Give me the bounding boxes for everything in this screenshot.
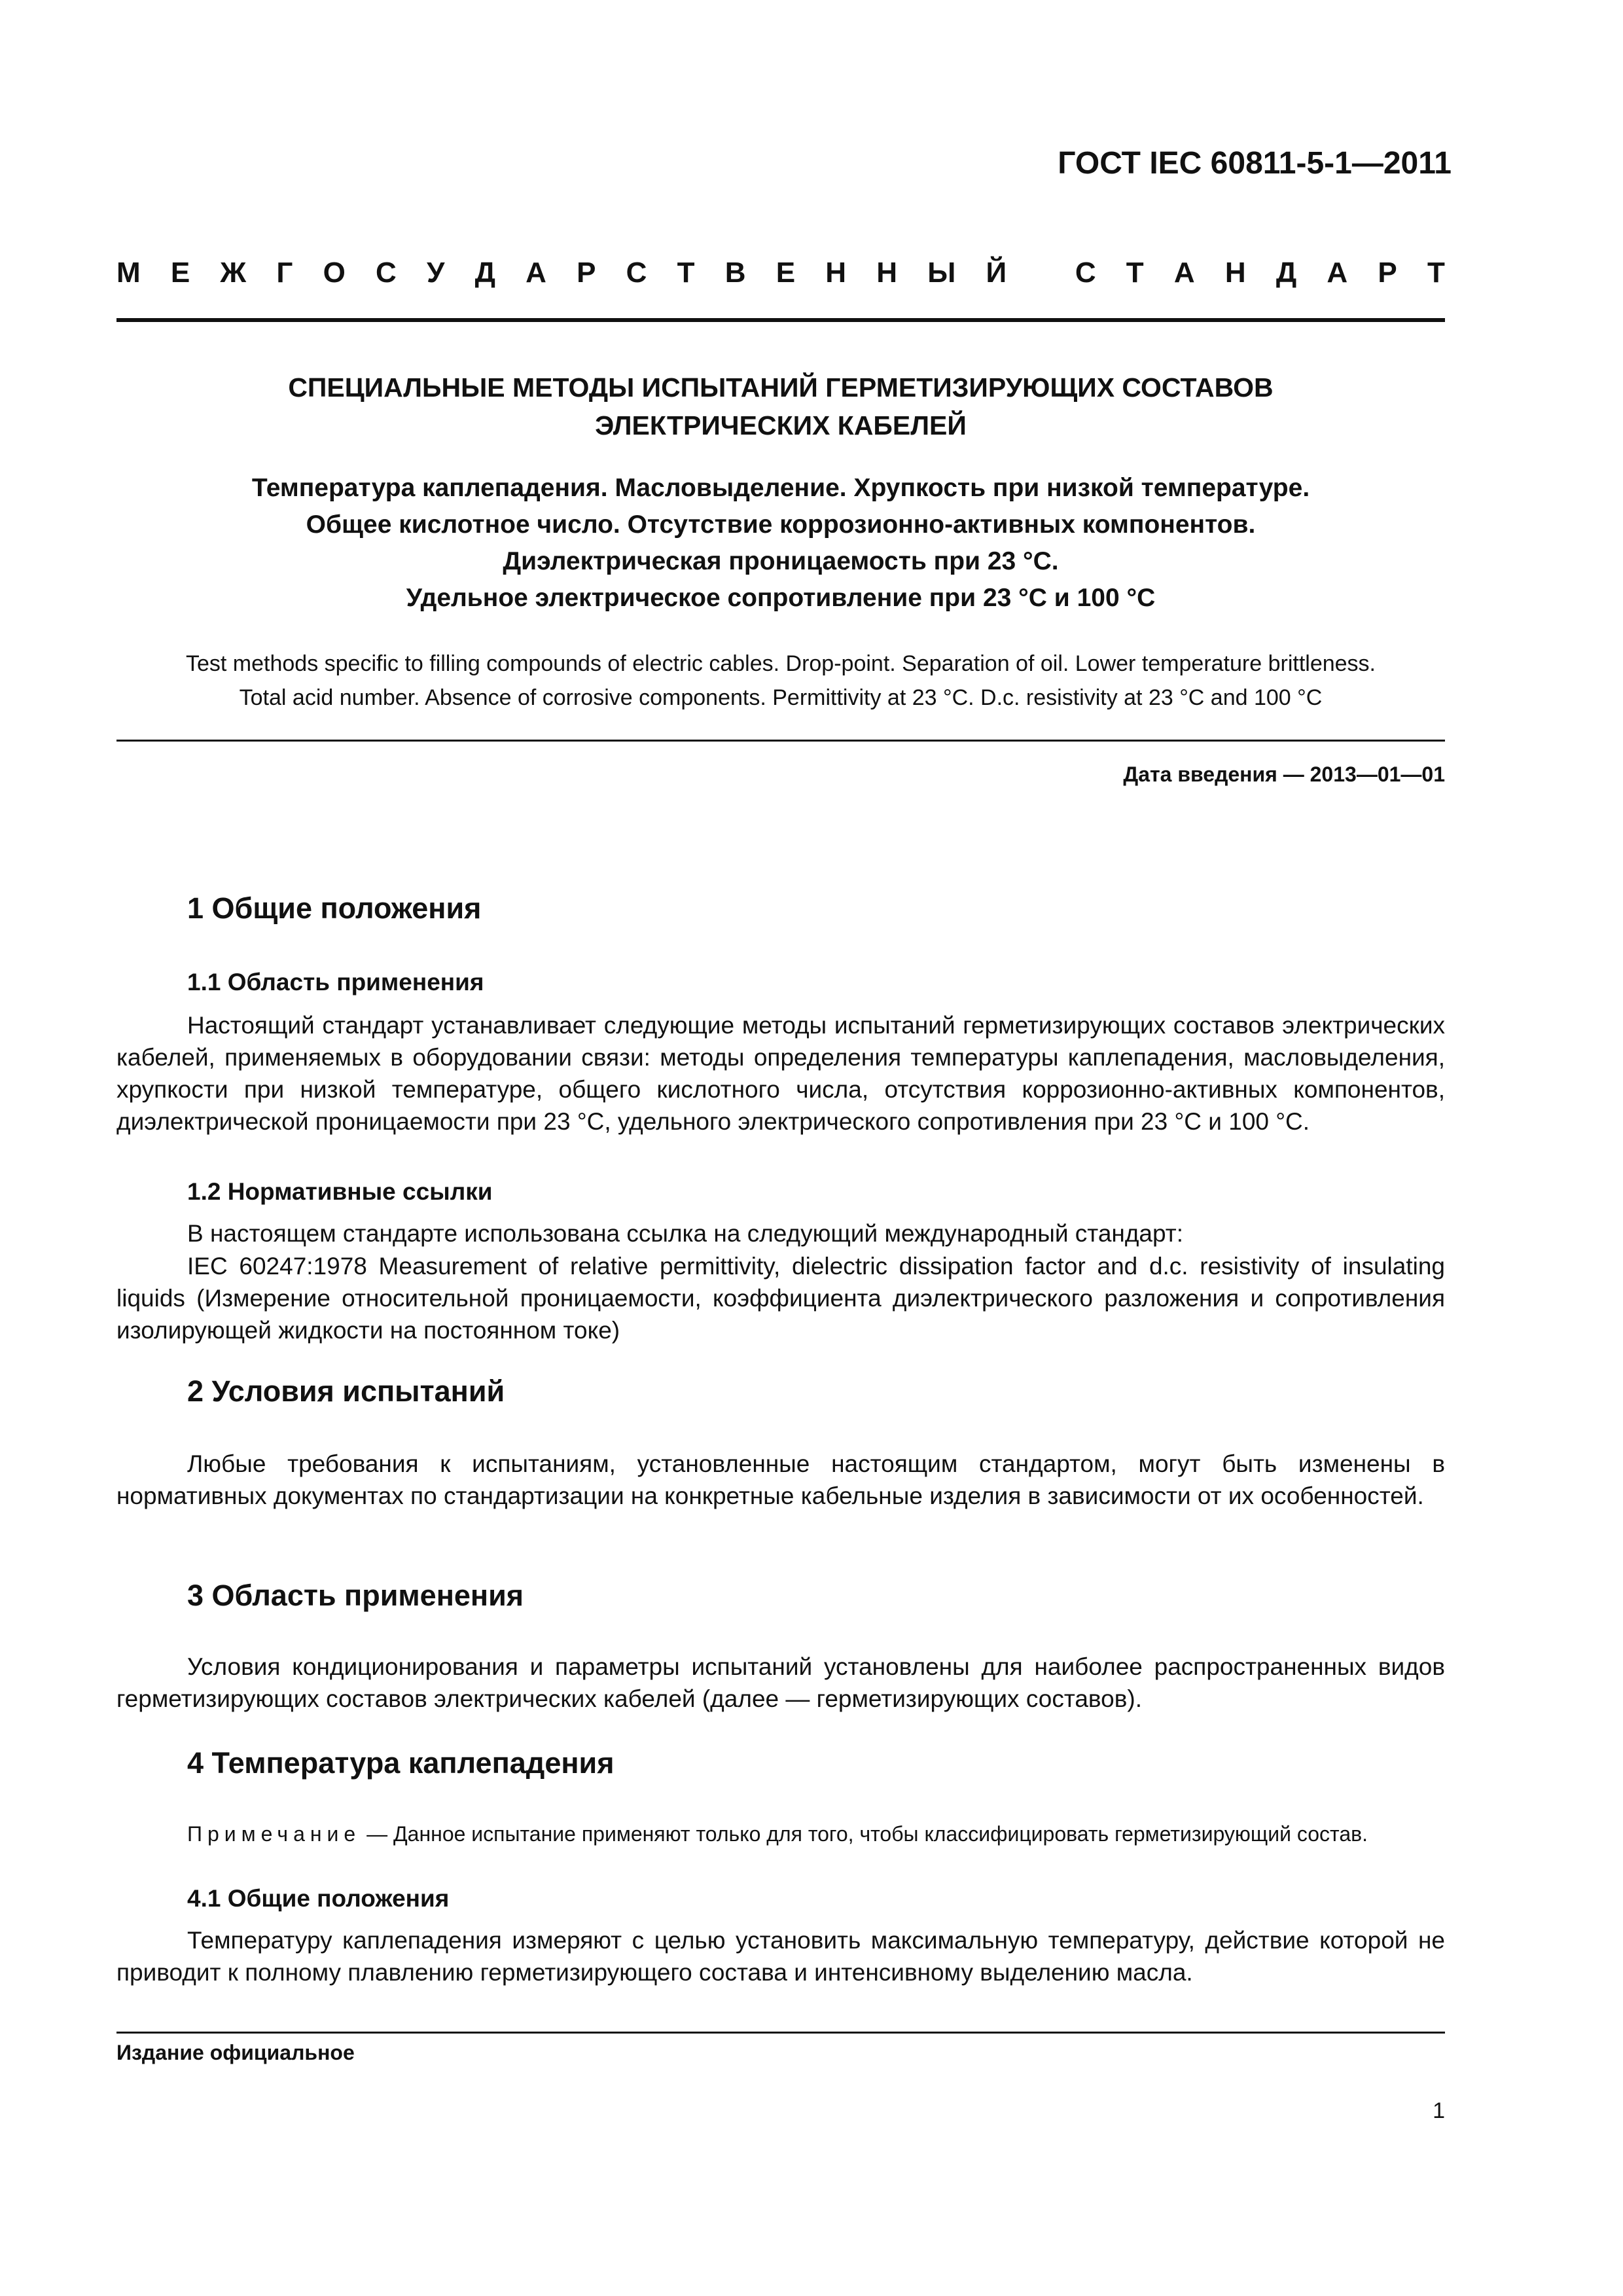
banner-letter: Т [1427,257,1445,289]
document-title [116,368,1445,444]
banner-letter: Ж [220,257,247,289]
banner-divider [116,318,1445,322]
banner-letter: Т [677,257,695,289]
banner-letter: С [626,257,647,289]
banner-letter: М [116,257,141,289]
banner-letter: В [724,257,746,289]
section-1-2-reference: IEC 60247:1978 Measurement of relative permittivity, dielectric dissipation factor and d.c. resistivity of insulating liquids (Измерение относительной проницаемости, коэффициента диэлектрического разложения и сопротивления изолирующей жидкости на постоянном токе) [116,1253,1445,1344]
banner-letter: С [376,257,397,289]
introduction-date: Дата введения — 2013—01—01 [1123,762,1445,786]
banner-letter: Е [170,257,190,289]
section-4-note [116,1820,1445,1849]
section-4-1-text: Температуру каплепадения измеряют с целью установить максимальную температуру, действие которой не приводит к полному плавлению герметизирующего состава и интенсивному выделению масла. [116,1927,1445,1986]
note-label: Примечание [187,1822,361,1846]
document-code: ГОСТ IEC 60811-5-1—2011 [1058,146,1452,181]
section-1-2-text-1: В настоящем стандарте использована ссылка на следующий международный стандарт: [187,1220,1184,1247]
subtitle-line-1: Температура каплепадения. Масловыделение. Хрупкость при низкой температуре. [251,474,1310,502]
subtitle-line-2: Общее кислотное число. Отсутствие коррозионно-активных компонентов. [306,511,1256,539]
banner-letter: А [1173,257,1195,289]
title-line-2: ЭЛЕКТРИЧЕСКИХ КАБЕЛЕЙ [595,410,967,440]
banner-letter: С [1075,257,1096,289]
english-title [116,647,1445,715]
banner-letter: Е [776,257,796,289]
page-number: 1 [1433,2098,1445,2123]
section-1-1-heading: 1.1 Область применения [187,969,484,996]
section-4-1-heading: 4.1 Общие положения [187,1885,450,1912]
banner-letter: Р [1378,257,1397,289]
banner-letter: О [323,257,346,289]
banner-letter: Н [876,257,898,289]
banner-letter: Д [1275,257,1297,289]
section-2-heading: 2 Условия испытаний [187,1374,505,1408]
banner-letter: А [1327,257,1348,289]
banner-letter: Р [577,257,596,289]
section-3-heading: 3 Область применения [187,1579,524,1612]
footer-divider [116,2032,1445,2034]
title-line-1: СПЕЦИАЛЬНЫЕ МЕТОДЫ ИСПЫТАНИЙ ГЕРМЕТИЗИРУЮЩИХ СОСТАВОВ [288,372,1274,403]
standard-type-banner [116,257,1445,289]
banner-letter: Г [276,257,293,289]
banner-letter: Т [1126,257,1144,289]
section-1-2-heading: 1.2 Нормативные ссылки [187,1178,493,1205]
section-3-text: Условия кондиционирования и параметры испытаний установлены для наиболее распространенных видов герметизирующих составов электрических кабелей (далее — герметизирующих составов). [116,1653,1445,1712]
english-title-line-1: Test methods specific to filling compounds of electric cables. Drop-point. Separation of oil. Lower temperature brittleness. [185,651,1376,676]
banner-letter: У [426,257,445,289]
section-2-text: Любые требования к испытаниям, установленные настоящим стандартом, могут быть изменены в нормативных документах по стандартизации на конкретные кабельные изделия в зависимости от их особенностей. [116,1450,1445,1509]
official-edition-label: Издание официальное [116,2041,355,2064]
banner-letter: Н [1224,257,1246,289]
banner-letter: Й [986,257,1007,289]
section-1-heading: 1 Общие положения [187,891,482,925]
banner-letter: Д [474,257,495,289]
document-subtitle [116,470,1445,617]
note-text: — Данное испытание применяют только для того, чтобы классифицировать герметизирующий состав. [361,1822,1368,1846]
banner-letter: А [526,257,546,289]
english-title-line-2: Total acid number. Absence of corrosive components. Permittivity at 23 °C. D.c. resistivity at 23 °C and 100 °C [239,685,1323,710]
section-1-1-text: Настоящий стандарт устанавливает следующие методы испытаний герметизирующих составов электрических кабелей, применяемых в оборудовании связи: методы определения температуры каплепадения, масловыделения, хрупкости при низкой температуре, общего кислотного числа, отсутствия коррозионно-активных компонентов, диэлектрической проницаемости при 23 °С, удельного электрического сопротивления при 23 °С и 100 °С. [116,1012,1445,1135]
banner-word-gap [1037,257,1044,289]
subtitle-line-3: Диэлектрическая проницаемость при 23 °С. [503,547,1059,575]
section-4-heading: 4 Температура каплепадения [187,1746,615,1780]
title-divider [116,740,1445,742]
subtitle-line-4: Удельное электрическое сопротивление при 23 °С и 100 °С [406,584,1156,612]
banner-letter: Н [825,257,847,289]
banner-letter: Ы [927,257,956,289]
